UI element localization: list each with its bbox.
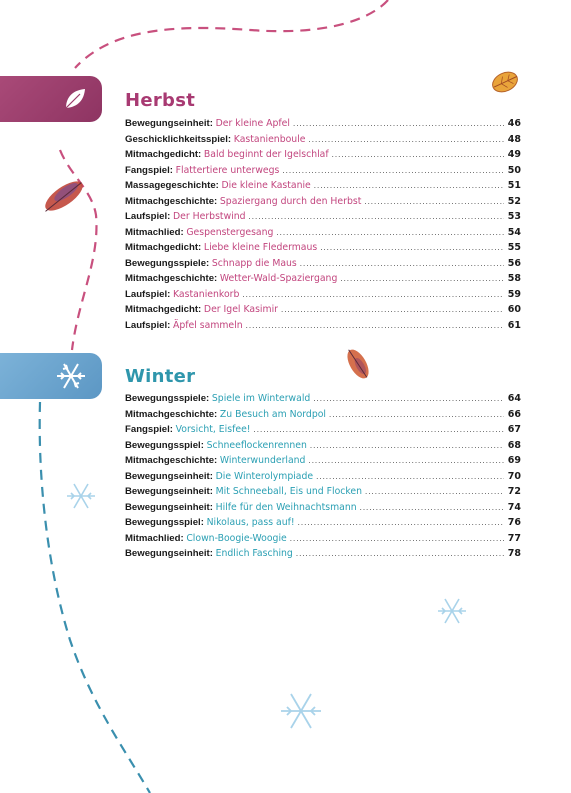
entry-page-number: 69 bbox=[507, 455, 521, 466]
toc-entry[interactable] bbox=[125, 258, 521, 274]
entry-title: Hilfe für den Weihnachtsmann bbox=[215, 501, 357, 513]
dot-leader bbox=[282, 166, 504, 175]
entry-category: Mitmachlied: bbox=[125, 532, 184, 544]
dot-leader bbox=[296, 549, 504, 558]
dot-leader bbox=[298, 518, 504, 527]
dot-leader bbox=[249, 212, 504, 221]
entry-page-number: 50 bbox=[507, 164, 521, 176]
dot-leader bbox=[364, 197, 504, 206]
toc-entry[interactable] bbox=[125, 149, 521, 165]
entry-category: Mitmachgeschichte: bbox=[125, 273, 218, 284]
entry-category: Mitmachgedicht: bbox=[125, 304, 202, 315]
entry-category: Bewegungseinheit: bbox=[125, 548, 213, 559]
entry-category: Bewegungseinheit: bbox=[125, 486, 213, 497]
section-tab-autumn bbox=[0, 76, 102, 122]
entry-page-number: 59 bbox=[507, 288, 521, 300]
toc-entry[interactable] bbox=[125, 440, 521, 456]
toc-entry[interactable] bbox=[125, 196, 521, 212]
dot-leader bbox=[316, 472, 504, 481]
entry-page-number: 56 bbox=[507, 257, 521, 269]
entry-page-number: 66 bbox=[507, 408, 521, 420]
dot-leader bbox=[276, 228, 504, 237]
toc-entry[interactable] bbox=[125, 393, 521, 409]
toc-entry[interactable] bbox=[125, 533, 521, 549]
toc-entry[interactable] bbox=[125, 227, 521, 243]
toc-entry[interactable] bbox=[125, 471, 521, 487]
toc-entry[interactable] bbox=[125, 486, 521, 502]
entry-page-number: 77 bbox=[507, 532, 521, 544]
entry-title: Bald beginnt der Igelschlaf bbox=[203, 149, 329, 160]
dot-leader bbox=[314, 181, 504, 190]
entry-page-number: 55 bbox=[507, 242, 521, 253]
toc-entry[interactable] bbox=[125, 242, 521, 258]
dot-leader bbox=[329, 410, 504, 419]
section-title-winter: Winter bbox=[125, 366, 196, 387]
dot-leader bbox=[293, 119, 504, 128]
entry-title: Spaziergang durch den Herbst bbox=[219, 195, 362, 207]
dot-leader bbox=[309, 135, 505, 144]
entry-title: Der kleine Apfel bbox=[215, 118, 290, 129]
entry-title: Clown-Boogie-Woogie bbox=[186, 532, 287, 544]
entry-category: Geschicklichkeitsspiel: bbox=[125, 133, 232, 145]
entry-title: Winterwunderland bbox=[219, 455, 306, 466]
entry-page-number: 48 bbox=[507, 133, 521, 145]
dot-leader bbox=[360, 503, 504, 512]
entry-page-number: 72 bbox=[507, 486, 521, 497]
entry-title: Die Winterolympiade bbox=[215, 470, 314, 482]
entry-title: Mit Schneeball, Eis und Flocken bbox=[215, 486, 363, 497]
entry-page-number: 70 bbox=[507, 470, 521, 482]
toc-entry[interactable] bbox=[125, 409, 521, 425]
entry-page-number: 60 bbox=[507, 304, 521, 315]
dot-leader bbox=[320, 243, 504, 252]
entry-page-number: 51 bbox=[507, 180, 521, 191]
leaf-icon bbox=[62, 86, 88, 112]
dot-leader bbox=[242, 290, 504, 299]
entry-page-number: 76 bbox=[507, 517, 521, 528]
toc-entry[interactable] bbox=[125, 273, 521, 289]
entry-page-number: 46 bbox=[507, 118, 521, 129]
autumn-leaf-icon bbox=[489, 68, 520, 95]
section-tab-winter bbox=[0, 353, 102, 399]
entry-page-number: 68 bbox=[507, 439, 521, 451]
entry-title: Der Herbstwind bbox=[172, 211, 246, 222]
entry-title: Kastanienboule bbox=[233, 133, 306, 145]
dashed-path bbox=[60, 150, 96, 350]
dashed-path bbox=[75, 0, 388, 68]
toc-entry[interactable] bbox=[125, 180, 521, 196]
entry-category: Bewegungsspiele: bbox=[125, 393, 210, 404]
entry-title: Kastanienkorb bbox=[172, 288, 240, 300]
dot-leader bbox=[290, 534, 504, 543]
entry-category: Bewegungsspiel: bbox=[125, 517, 204, 528]
entry-category: Mitmachlied: bbox=[125, 226, 184, 238]
entry-category: Mitmachgedicht: bbox=[125, 242, 202, 253]
entry-title: Zu Besuch am Nordpol bbox=[219, 408, 326, 420]
entry-title: Spiele im Winterwald bbox=[211, 393, 311, 404]
toc-entry[interactable] bbox=[125, 548, 521, 564]
section-title-autumn: Herbst bbox=[125, 90, 196, 111]
entry-title: Gespenstergesang bbox=[186, 226, 274, 238]
snowflake-icon bbox=[55, 360, 87, 392]
entry-page-number: 78 bbox=[507, 548, 521, 559]
dot-leader bbox=[310, 441, 504, 450]
entry-category: Mitmachgeschichte: bbox=[125, 408, 218, 420]
dot-leader bbox=[332, 150, 504, 159]
entry-title: Schneeflockenrennen bbox=[206, 439, 307, 451]
entry-title: Wetter-Wald-Spaziergang bbox=[219, 273, 338, 284]
entry-category: Bewegungseinheit: bbox=[125, 118, 213, 129]
snowflake-icon bbox=[281, 694, 321, 728]
entry-page-number: 74 bbox=[507, 501, 521, 513]
entry-category: Bewegungseinheit: bbox=[125, 501, 213, 513]
dot-leader bbox=[300, 259, 504, 268]
entry-category: Fangspiel: bbox=[125, 424, 173, 435]
toc-entry[interactable] bbox=[125, 165, 521, 181]
entry-page-number: 58 bbox=[507, 273, 521, 284]
entry-page-number: 49 bbox=[507, 149, 521, 160]
entry-title: Vorsicht, Eisfee! bbox=[175, 424, 251, 435]
dot-leader bbox=[340, 274, 504, 283]
toc-entry[interactable] bbox=[125, 118, 521, 134]
entry-page-number: 61 bbox=[507, 319, 521, 331]
toc-entry[interactable] bbox=[125, 289, 521, 305]
entry-category: Laufspiel: bbox=[125, 288, 171, 300]
toc-entry[interactable] bbox=[125, 320, 521, 336]
entry-category: Fangspiel: bbox=[125, 164, 173, 176]
toc-entry[interactable] bbox=[125, 517, 521, 533]
dot-leader bbox=[365, 487, 504, 496]
dot-leader bbox=[281, 305, 504, 314]
entry-title: Der Igel Kasimir bbox=[203, 304, 278, 315]
dot-leader bbox=[254, 425, 504, 434]
snowflake-icon bbox=[67, 484, 95, 508]
entry-page-number: 67 bbox=[507, 424, 521, 435]
entry-title: Äpfel sammeln bbox=[172, 319, 243, 331]
entry-category: Bewegungsspiel: bbox=[125, 439, 204, 451]
entry-page-number: 52 bbox=[507, 195, 521, 207]
entry-category: Mitmachgeschichte: bbox=[125, 455, 218, 466]
entry-category: Mitmachgedicht: bbox=[125, 149, 202, 160]
toc-entry[interactable] bbox=[125, 211, 521, 227]
toc-entry[interactable] bbox=[125, 424, 521, 440]
entry-title: Schnapp die Maus bbox=[211, 257, 297, 269]
entry-title: Flattertiere unterwegs bbox=[175, 164, 280, 176]
entry-category: Laufspiel: bbox=[125, 319, 171, 331]
toc-list-autumn bbox=[125, 118, 521, 335]
toc-entry[interactable] bbox=[125, 134, 521, 150]
dot-leader bbox=[308, 456, 504, 465]
entry-title: Die kleine Kastanie bbox=[221, 180, 311, 191]
dot-leader bbox=[246, 321, 504, 330]
feather-leaf-icon bbox=[343, 345, 373, 382]
entry-title: Liebe kleine Fledermaus bbox=[203, 242, 318, 253]
entry-page-number: 54 bbox=[507, 226, 521, 238]
feather-leaf-icon bbox=[39, 176, 87, 217]
toc-entry[interactable] bbox=[125, 455, 521, 471]
entry-category: Massagegeschichte: bbox=[125, 180, 219, 191]
entry-title: Endlich Fasching bbox=[215, 548, 293, 559]
dot-leader bbox=[313, 394, 504, 403]
entry-category: Mitmachgeschichte: bbox=[125, 195, 218, 207]
toc-list-winter bbox=[125, 393, 521, 564]
toc-entry[interactable] bbox=[125, 502, 521, 518]
entry-title: Nikolaus, pass auf! bbox=[206, 517, 295, 528]
toc-entry[interactable] bbox=[125, 304, 521, 320]
snowflake-icon bbox=[438, 599, 466, 623]
entry-category: Bewegungseinheit: bbox=[125, 470, 213, 482]
entry-category: Bewegungsspiele: bbox=[125, 257, 210, 269]
entry-page-number: 64 bbox=[507, 393, 521, 404]
entry-page-number: 53 bbox=[507, 211, 521, 222]
entry-category: Laufspiel: bbox=[125, 211, 171, 222]
